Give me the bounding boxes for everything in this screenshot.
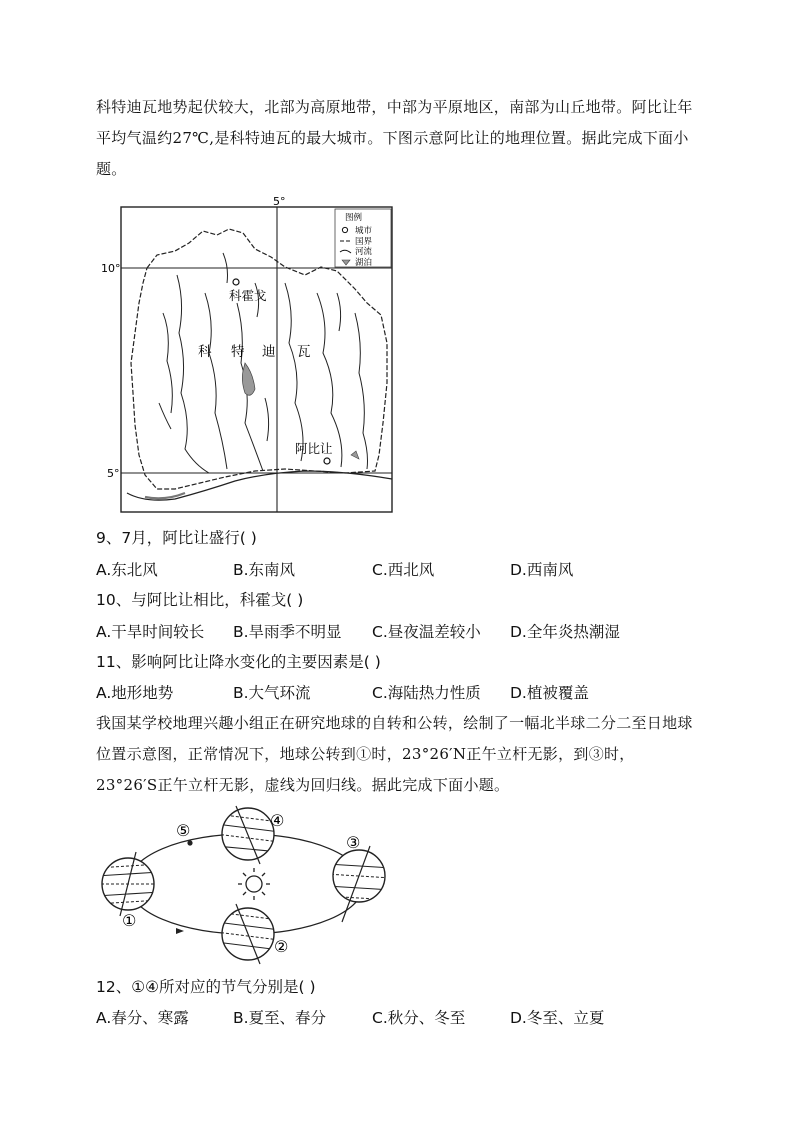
question-11-stem: 11、影响阿比让降水变化的主要因素是( ) xyxy=(96,653,381,671)
lon-label: 5° xyxy=(273,195,286,208)
q12-option-d[interactable]: D.冬至、立夏 xyxy=(510,1009,605,1027)
q11-option-c[interactable]: C.海陆热力性质 xyxy=(372,684,481,702)
q9-option-a[interactable]: A.东北风 xyxy=(96,561,158,579)
q12-option-c[interactable]: C.秋分、冬至 xyxy=(372,1009,466,1027)
q10-option-c[interactable]: C.昼夜温差较小 xyxy=(372,623,481,641)
earth-orbit-diagram xyxy=(96,806,396,966)
q10-option-b[interactable]: B.旱雨季不明显 xyxy=(233,623,342,641)
country-char-1: 科 xyxy=(198,344,212,360)
sun-icon xyxy=(238,868,270,900)
earth-position-3 xyxy=(326,846,392,922)
q11-option-b[interactable]: B.大气环流 xyxy=(233,684,311,702)
lake-small xyxy=(351,451,359,459)
legend-item-city: 城市 xyxy=(355,226,373,236)
lat-south-label: 5° xyxy=(107,467,120,480)
question-9-stem: 9、7月，阿比让盛行( ) xyxy=(96,529,257,547)
orbit-label-3: ③ xyxy=(346,833,361,852)
legend-item-lake: 湖泊 xyxy=(355,258,373,268)
orbit-point-5 xyxy=(187,840,192,845)
q11-option-a[interactable]: A.地形地势 xyxy=(96,684,174,702)
q12-option-b[interactable]: B.夏至、春分 xyxy=(233,1009,327,1027)
orbit-label-5: ⑤ xyxy=(176,821,191,840)
orbit-label-1: ① xyxy=(122,911,137,930)
legend-item-border: 国界 xyxy=(355,237,373,247)
legend-title: 图例 xyxy=(345,213,363,223)
lake xyxy=(242,363,255,395)
orbit-arrow-icon xyxy=(176,928,184,934)
city-label-abidjan: 阿比让 xyxy=(295,441,333,456)
q10-option-a[interactable]: A.干旱时间较长 xyxy=(96,623,205,641)
q9-option-d[interactable]: D.西南风 xyxy=(510,561,574,579)
question-10-stem: 10、与阿比让相比，科霍戈( ) xyxy=(96,591,304,609)
coastline xyxy=(127,471,392,500)
question-12-stem: 12、①④所对应的节气分别是( ) xyxy=(96,978,316,996)
q9-option-c[interactable]: C.西北风 xyxy=(372,561,435,579)
city-marker-korhogo xyxy=(233,279,239,285)
earth-position-1 xyxy=(96,852,160,916)
passage-intro-2: 我国某学校地理兴趣小组正在研究地球的自转和公转，绘制了一幅北半球二分二至日地球位置示意图，正常情况下，地球公转到①时，23°26′N正午立杆无影，到③时，23°26′S正午立杆无影，虚线为回归线。据此完成下面小题。 xyxy=(96,714,693,794)
orbit-label-2: ② xyxy=(274,937,289,956)
city-marker-abidjan xyxy=(324,458,330,464)
earth-position-2 xyxy=(216,904,280,964)
map-legend xyxy=(335,209,391,268)
passage-intro-1: 科特迪瓦地势起伏较大，北部为高原地带，中部为平原地区，南部为山丘地带。阿比让年平均气温约27℃,是科特迪瓦的最大城市。下图示意阿比让的地理位置。据此完成下面小题。 xyxy=(96,98,693,178)
q9-option-b[interactable]: B.东南风 xyxy=(233,561,296,579)
country-char-2: 特 xyxy=(231,344,245,360)
country-char-3: 迪 xyxy=(262,344,276,360)
rivers xyxy=(159,253,368,473)
cote-divoire-map xyxy=(101,193,405,518)
city-label-korhogo: 科霍戈 xyxy=(229,288,267,303)
q11-option-d[interactable]: D.植被覆盖 xyxy=(510,684,589,702)
legend-item-river: 河流 xyxy=(355,247,373,257)
q12-option-a[interactable]: A.春分、寒露 xyxy=(96,1009,189,1027)
orbit-label-4: ④ xyxy=(270,811,285,830)
lat-north-label: 10° xyxy=(101,262,121,275)
country-char-4: 瓦 xyxy=(297,344,311,360)
q10-option-d[interactable]: D.全年炎热潮湿 xyxy=(510,623,620,641)
